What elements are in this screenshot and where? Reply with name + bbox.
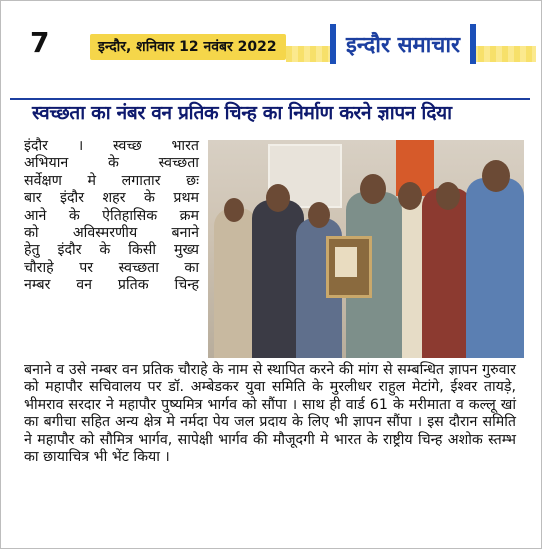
article-paragraph: बनाने व उसे नम्बर वन प्रतिक चौराहे के नाम से स्थापित करने की मांग से सम्बन्धित ज्ञापन गुरुवार को महापौर सचिवालय पर डॉ. अम्बेडकर युवा समिति के मुरलीधर राहुल मेटांगे, ईश्वर तायड़े, भीमराव सरदार ने महापौर पुष्यमित्र भार्गव को सौंपा । साथ ही वार्ड 61 के मरीमाता व कल्लू खां का बगीचा सहित अन्य क्षेत्र मे नर्मदा पेय जल प्रदाय के लिए भी ज्ञापन सौंपा । इस दौरान समिति ने महापौर को सौमित्र भार्गव, सापेक्षी भार्गव की मौजूदगी मे भारत के राष्ट्रीय चिन्ह अशोक स्तम्भ का छायाचित्र भी भेंट किया । [24,362,516,466]
person-figure [422,188,472,358]
lead-line: इंदौर । स्वच्छ भारत [24,138,199,154]
news-photo [208,140,524,358]
lead-line: आने के ऐतिहासिक क्रम [24,207,199,224]
lead-line: हेतु इंदौर के किसी मुख्य [24,242,199,259]
lead-line: सर्वेक्षण मे लगातार छः [24,172,199,189]
framed-picture-gift [326,236,372,298]
publication-brand [330,24,476,64]
person-head [360,174,386,204]
article-headline: स्वच्छता का नंबर वन प्रतिक चिन्ह का निर्माण करने ज्ञापन दिया [32,102,452,124]
person-head [224,198,244,222]
person-figure [466,178,524,358]
lead-line: नम्बर वन प्रतिक चिन्ह [24,277,199,294]
page-number: 7 [30,26,50,59]
person-head [398,182,422,210]
person-head [266,184,290,212]
lead-line: अभियान के स्वच्छता [24,155,199,172]
person-head [482,160,510,192]
lead-line: चौराहे पर स्वच्छता का [24,259,199,276]
person-head [436,182,460,210]
masthead [8,22,534,66]
person-head [308,202,330,228]
dateline-box [90,34,286,60]
dateline-text: इन्दौर, शनिवार 12 नवंबर 2022 [98,39,277,55]
lead-line: को अविस्मरणीय बनाने [24,225,199,242]
brand-title: इन्दौर समाचार [346,33,461,58]
lead-column [24,138,199,295]
lead-line: बार इंदौर शहर के प्रथम [24,190,199,207]
